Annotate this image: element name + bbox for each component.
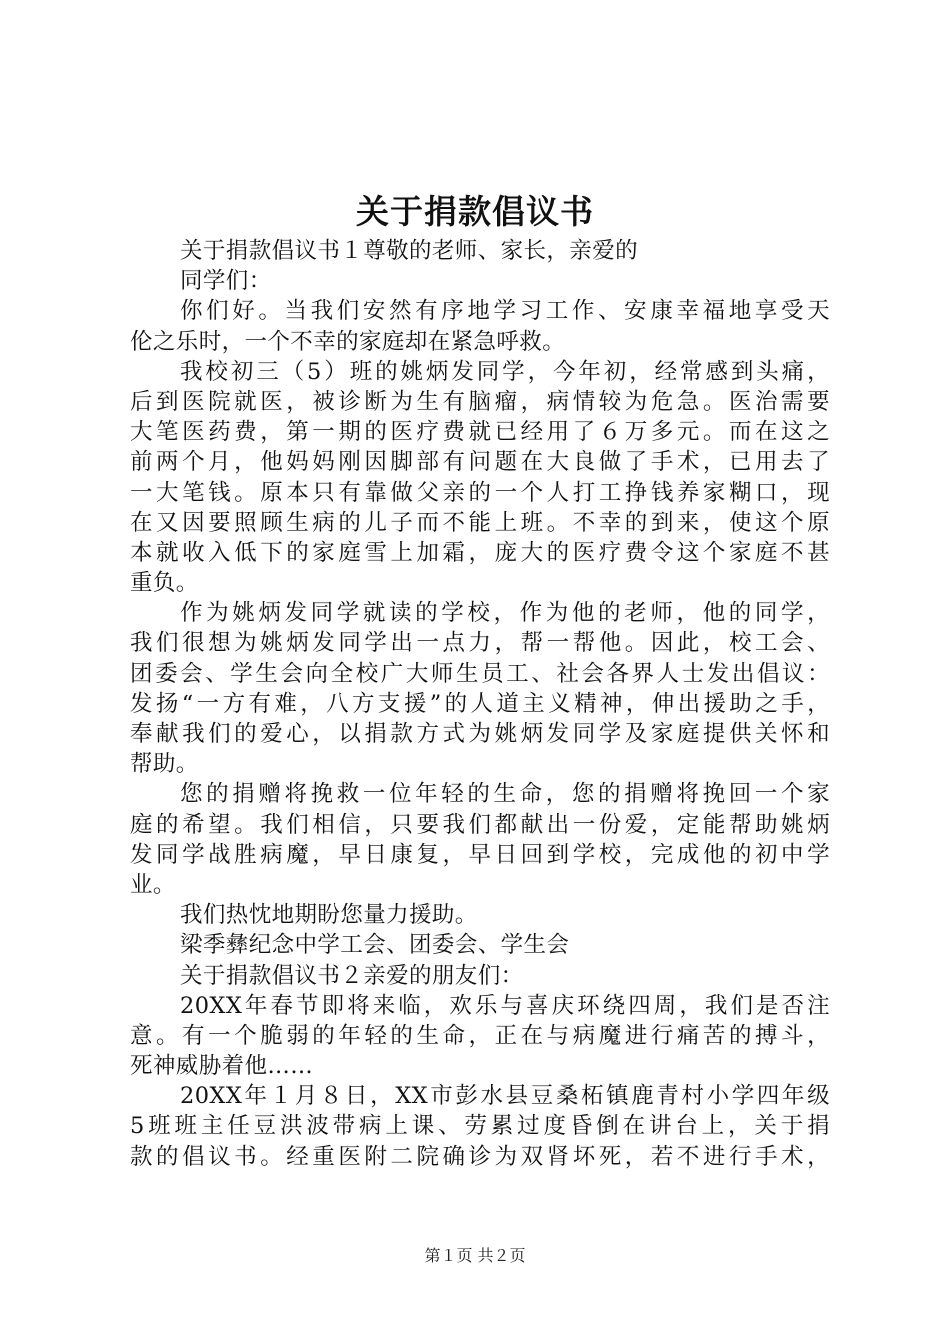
text-line: 团委会、学生会向全校广大师生员工、社会各界人士发出倡议： — [130, 660, 830, 687]
text-line: 奉献我们的爱心，以捐款方式为姚炳发同学及家庭提供关怀和 — [130, 721, 830, 747]
text-line: 在又因要照顾生病的儿子而不能上班。不幸的到来，使这个原 — [130, 509, 830, 536]
text-line: 关于捐款倡议书２亲爱的朋友们： — [180, 962, 524, 989]
text-line: 我们热忱地期盼您量力援助。 — [180, 902, 478, 929]
text-line: 帮助。 — [130, 751, 199, 778]
text-line: 5班班主任豆洪波带病上课、劳累过度昏倒在讲台上，关于捐 — [130, 1113, 830, 1140]
text-line: 后到医院就医，被诊断为生有脑瘤，病情较为危急。医治需要 — [130, 388, 830, 415]
text-line: 一大笔钱。原本只有靠做父亲的一个人打工挣钱养家糊口，现 — [130, 479, 830, 506]
text-line: 大笔医药费，第一期的医疗费就已经用了６万多元。而在这之 — [130, 419, 830, 446]
text-line: 你们好。当我们安然有序地学习工作、安康幸福地享受天 — [180, 298, 830, 325]
text-line: 伦之乐时，一个不幸的家庭却在紧急呼救。 — [130, 328, 566, 355]
text-line: 本就收入低下的家庭雪上加霜，庞大的医疗费令这个家庭不甚 — [130, 539, 830, 566]
text-line: 20XX年１月８日，XX市彭水县豆桑柘镇鹿青村小学四年级 — [180, 1083, 830, 1110]
document-body — [130, 236, 830, 1172]
text-line: 梁季彝纪念中学工会、团委会、学生会 — [180, 932, 570, 959]
text-line: 关于捐款倡议书１尊敬的老师、家长，亲爱的 — [180, 238, 639, 264]
text-line: 业。 — [130, 871, 176, 898]
text-line: 款的倡议书。经重医附二院确诊为双肾坏死，若不进行手术， — [130, 1143, 830, 1170]
document-title: 关于捐款倡议书 — [356, 192, 594, 231]
text-line: 重负。 — [130, 570, 199, 597]
text-line: 发扬“一方有难，八方支援”的人道主义精神，伸出援助之手， — [130, 690, 830, 717]
text-line: 庭的希望。我们相信，只要我们都献出一份爱，定能帮助姚炳 — [130, 811, 830, 838]
text-line: 我校初三（5）班的姚炳发同学，今年初，经常感到头痛， — [180, 358, 830, 385]
text-line: 同学们： — [180, 268, 272, 295]
text-line: 发同学战胜病魔，早日康复，早日回到学校，完成他的初中学 — [130, 841, 830, 868]
text-line: 您的捐赠将挽救一位年轻的生命，您的捐赠将挽回一个家 — [180, 781, 830, 808]
text-line: 意。有一个脆弱的年轻的生命，正在与病魔进行痛苦的搏斗， — [130, 1022, 830, 1049]
text-line: 前两个月，他妈妈刚因脚部有问题在大良做了手术，已用去了 — [130, 449, 830, 476]
text-line: 我们很想为姚炳发同学出一点力，帮一帮他。因此，校工会、 — [130, 630, 830, 657]
text-line: 死神威胁着他…… — [130, 1053, 314, 1080]
page-footer: 第１页 共２页 — [424, 1246, 526, 1265]
text-line: 20XX年春节即将来临，欢乐与喜庆环绕四周，我们是否注 — [180, 992, 830, 1019]
text-line: 作为姚炳发同学就读的学校，作为他的老师，他的同学， — [180, 600, 830, 627]
